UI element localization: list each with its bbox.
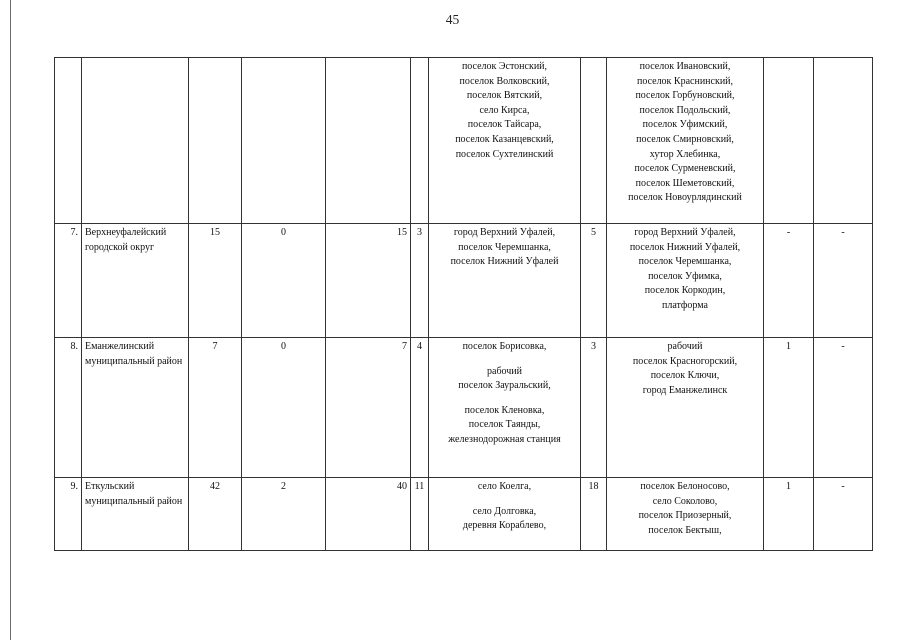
count-2 [581, 58, 607, 224]
col-x-value [764, 58, 814, 224]
settlement-line: поселок Бектыш, [648, 524, 722, 536]
row-number [55, 58, 82, 224]
settlement-line: поселок Тайсара, [467, 119, 542, 131]
settlement-line: поселок Борисовка, [462, 341, 547, 352]
settlement-line: город Верхний Уфалей, [453, 227, 556, 238]
col-a-value: 0 [242, 338, 326, 478]
settlement-line: поселок Зауральский, [458, 380, 551, 392]
settlement-list-2 [607, 58, 764, 224]
settlement-line: железнодорожная станция [448, 433, 561, 445]
settlement-line: поселок Ивановский, [639, 61, 731, 72]
col-y-value [814, 58, 873, 224]
col-x-value: 1 [764, 478, 814, 551]
col-x-value: 1 [764, 338, 814, 478]
total-count: 15 [189, 224, 242, 338]
col-b-value: 7 [326, 338, 411, 478]
col-a-value: 0 [242, 224, 326, 338]
col-a-value: 2 [242, 478, 326, 551]
page-number: 45 [445, 12, 460, 27]
settlement-line: поселок Кленовка, [464, 404, 545, 416]
settlement-list-2 [607, 224, 764, 338]
settlement-line: платформа [662, 299, 708, 311]
settlement-line: поселок Нижний Уфалей, [629, 241, 741, 253]
list-gap [432, 495, 577, 505]
row-number: 9. [55, 478, 82, 551]
settlement-line: поселок Таянды, [468, 419, 541, 431]
count-2: 18 [581, 478, 607, 551]
settlement-list-2 [607, 478, 764, 551]
table-row [55, 338, 873, 478]
settlement-line: поселок Нижний Уфалей [450, 256, 559, 268]
settlement-line: поселок Красногорский, [632, 355, 738, 367]
settlement-line: поселок Уфимский, [642, 119, 728, 131]
count-2: 5 [581, 224, 607, 338]
col-y-value: - [814, 224, 873, 338]
settlement-list-1 [429, 224, 581, 338]
settlement-line: поселок Ключи, [650, 370, 720, 382]
settlement-line: поселок Сухтелинский [455, 148, 554, 160]
count-1: 4 [411, 338, 429, 478]
settlement-line: рабочий [667, 341, 703, 352]
list-gap [432, 355, 577, 365]
settlement-line: поселок Смирновский, [636, 133, 734, 145]
settlement-line: город Верхний Уфалей, [634, 227, 736, 238]
settlement-line: поселок Белоносово, [640, 481, 730, 492]
table-row [55, 478, 873, 551]
municipality-name: Еткульский муниципальный район [82, 478, 189, 551]
settlement-line: село Соколово, [652, 495, 718, 507]
municipality-name: Еманжелинский муниципальный район [82, 338, 189, 478]
municipality-name: Верхнеуфалейский городской округ [82, 224, 189, 338]
settlement-line: поселок Эстонский, [461, 61, 548, 72]
settlement-line: рабочий [487, 365, 522, 377]
binding-margin-line [10, 0, 11, 640]
count-1: 11 [411, 478, 429, 551]
settlement-line: хутор Хлебинка, [649, 148, 721, 160]
settlement-line: село Коелга, [477, 481, 532, 492]
settlement-line: поселок Шеметовский, [635, 177, 735, 189]
settlement-line: поселок Подольский, [639, 104, 731, 116]
list-gap [432, 394, 577, 404]
settlement-line: поселок Сурменевский, [634, 163, 736, 175]
settlement-line: деревня Кораблево, [462, 520, 547, 532]
settlements-table [54, 57, 873, 551]
col-b-value: 15 [326, 224, 411, 338]
settlement-line: село Долговка, [472, 505, 537, 517]
settlement-list-2 [607, 338, 764, 478]
table-row [55, 224, 873, 338]
settlement-list-1 [429, 478, 581, 551]
settlement-line: поселок Уфимка, [648, 270, 722, 282]
count-2: 3 [581, 338, 607, 478]
settlement-line: город Еманжелинск [642, 384, 728, 396]
settlement-list-1 [429, 338, 581, 478]
settlement-line: поселок Черемшанка, [458, 241, 551, 253]
settlement-line: поселок Волковский, [459, 75, 550, 87]
settlement-line: поселок Новоурлядинский [628, 192, 742, 204]
col-x-value: - [764, 224, 814, 338]
row-number: 8. [55, 338, 82, 478]
col-b-value: 40 [326, 478, 411, 551]
settlement-line: поселок Коркодин, [644, 285, 726, 297]
col-a-value [242, 58, 326, 224]
col-b-value [326, 58, 411, 224]
settlement-line: поселок Черемшанка, [638, 256, 732, 268]
settlement-line: поселок Приозерный, [638, 510, 732, 522]
settlement-line: поселок Горбуновский, [635, 90, 735, 102]
settlement-line: поселок Краснинский, [636, 75, 734, 87]
municipality-name [82, 58, 189, 224]
col-y-value: - [814, 478, 873, 551]
col-y-value: - [814, 338, 873, 478]
total-count: 7 [189, 338, 242, 478]
settlement-line: поселок Вятский, [466, 90, 543, 102]
settlement-list-1 [429, 58, 581, 224]
total-count: 42 [189, 478, 242, 551]
total-count [189, 58, 242, 224]
count-1: 3 [411, 224, 429, 338]
settlement-line: село Кирса, [479, 104, 530, 116]
table-row [55, 58, 873, 224]
row-number: 7. [55, 224, 82, 338]
count-1 [411, 58, 429, 224]
settlement-line: поселок Казанцевский, [455, 133, 554, 145]
